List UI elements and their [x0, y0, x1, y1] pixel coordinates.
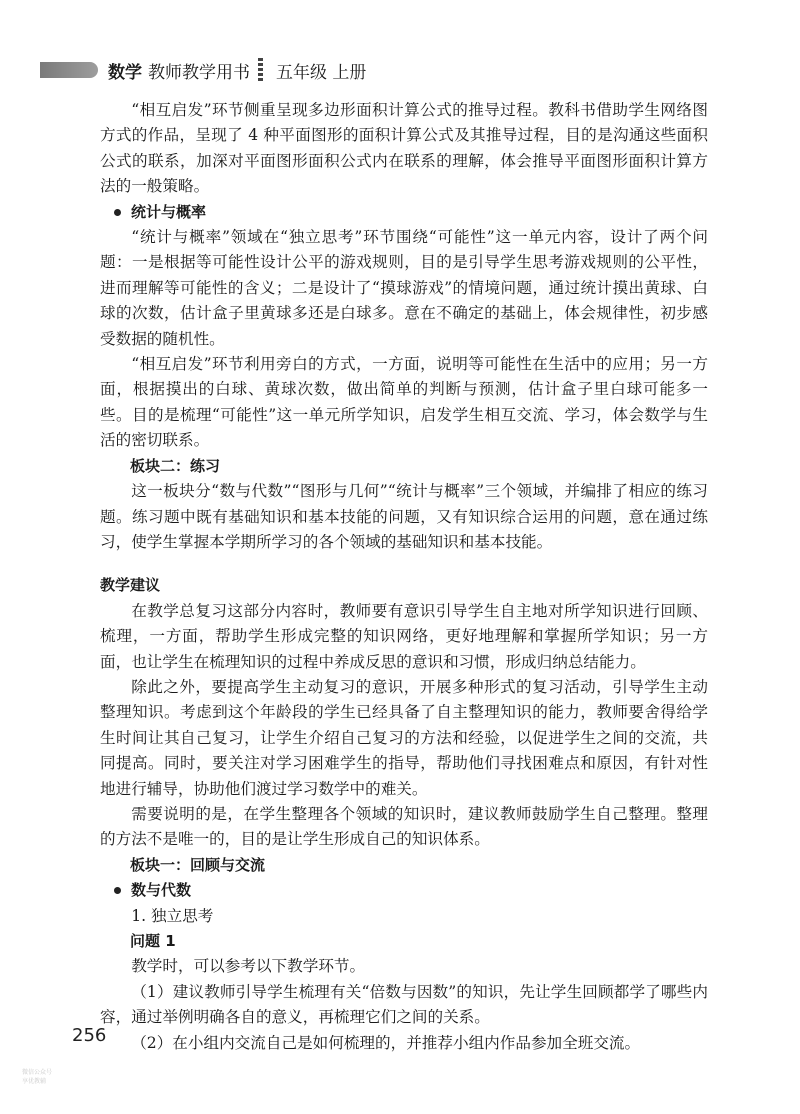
bullet-heading-label: 数与代数 [131, 881, 192, 900]
bullet-heading-stats [100, 200, 708, 225]
paragraph: （1）建议教师引导学生梳理有关“倍数与因数”的知识，先让学生回顾都学了哪些内容，通过举例明确各自的意义，再梳理它们之间的关系。 [100, 982, 708, 1027]
watermark-line: 享优教辅 [22, 1078, 47, 1085]
paragraph: “相互启发”环节利用旁白的方式，一方面，说明等可能性在生活中的应用；另一方面，根据摸出的白球、黄球次数，做出简单的判断与预测，估计盒子里白球可能多一些。目的是梳理“可能性”这一单元所学知识，启发学生相互交流、学习，体会数学与生活的密切联系。 [100, 355, 708, 450]
paragraph: （2）在小组内交流自己是如何梳理的，并推荐小组内作品参加全班交流。 [131, 1033, 641, 1052]
paragraph: “统计与概率”领域在“独立思考”环节围绕“可能性”这一单元内容，设计了两个问题：一是根据等可能性设计公平的游戏规则，目的是引导学生思考游戏规则的公平性，进而理解等可能性的含义；二是设计了“摸球游戏”的情境问题，通过统计摸出黄球、白球的次数，估计盒子里黄球多还是白球多。意在不确定的基础上，体会规律性，初步感受数据的随机性。 [100, 228, 708, 348]
header-grade: 五年级 上册 [276, 63, 367, 83]
header-separator [258, 58, 263, 82]
watermark [22, 1068, 52, 1086]
page-number: 256 [72, 1025, 107, 1046]
paragraph: 这一板块分“数与代数”“图形与几何”“统计与概率”三个领域，并编排了相应的练习题。练习题中既有基础知识和基本技能的问题，又有知识综合运用的问题，意在通过练习，使学生掌握本学期所学习的各个领域的基础知识和基本技能。 [100, 482, 708, 551]
bullet-heading-numbers [100, 878, 708, 903]
item-independent-thinking: 1. 独立思考 [131, 906, 214, 925]
paragraph: 在教学总复习这部分内容时，教师要有意识引导学生自主地对所学知识进行回顾、梳理，一方面，帮助学生形成完整的知识网络，更好地理解和掌握所学知识；另一方面，也让学生在梳理知识的过程中养成反思的意识和习惯，形成归纳总结能力。 [100, 601, 708, 671]
header-subject: 数学 [108, 63, 142, 83]
header-decoration-bar [40, 62, 98, 78]
header-title [108, 58, 250, 83]
question-heading: 问题 1 [130, 932, 176, 950]
section-heading-block2: 板块二：练习 [130, 456, 221, 475]
paragraph: “相互启发”环节侧重呈现多边形面积计算公式的推导过程。教科书借助学生网络图方式的作品，呈现了 4 种平面图形的面积计算公式及其推导过程，目的是沟通这些面积公式的联系，加深对平面图形面积公式内在联系的理解，体会推导平面图形面积计算方法的一般策略。 [100, 101, 708, 196]
header-book: 教师教学用书 [148, 63, 250, 83]
teaching-suggestions-heading: 教学建议 [100, 576, 161, 595]
bullet-dot-icon [114, 209, 121, 216]
watermark-line: 微信公众号 [22, 1069, 53, 1076]
page-content [100, 98, 708, 1056]
paragraph: 除此之外，要提高学生主动复习的意识，开展多种形式的复习活动，引导学生主动整理知识。考虑到这个年龄段的学生已经具备了自主整理知识的能力，教师要舍得给学生时间让其自己复习，让学生介绍自己复习的方法和经验，以促进学生之间的交流，共同提高。同时，要关注对学习困难学生的指导，帮助他们寻找困难点和原因，有针对性地进行辅导，协助他们渡过学习数学中的难关。 [100, 677, 708, 798]
bullet-dot-icon [114, 887, 121, 894]
paragraph: 教学时，可以参考以下教学环节。 [131, 957, 366, 976]
bullet-heading-label: 统计与概率 [131, 202, 207, 221]
paragraph: 需要说明的是，在学生整理各个领域的知识时，建议教师鼓励学生自己整理。整理的方法不是唯一的，目的是让学生形成自己的知识体系。 [100, 804, 708, 849]
section-heading-block1: 板块一：回顾与交流 [130, 855, 266, 874]
